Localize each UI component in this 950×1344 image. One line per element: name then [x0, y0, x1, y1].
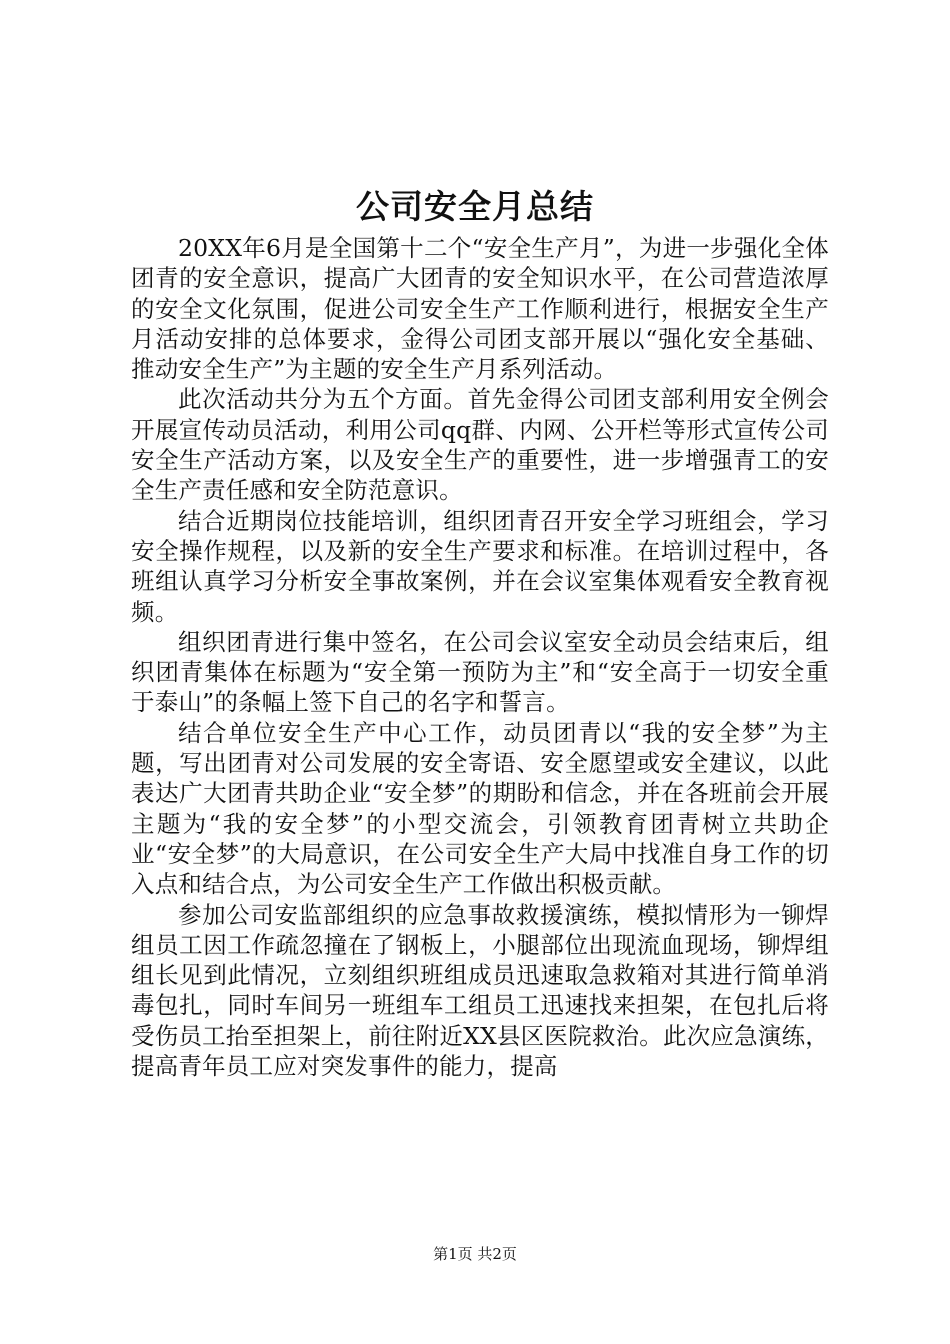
paragraph-3: 结合近期岗位技能培训，组织团青召开安全学习班组会，学习安全操作规程，以及新的安全生产要求和标准。在培训过程中，各班组认真学习分析安全事故案例，并在会议室集体观看安全教育视频。 [131, 506, 829, 626]
paragraph-1: 20XX年6月是全国第十二个“安全生产月”，为进一步强化全体团青的安全意识，提高广大团青的安全知识水平，在公司营造浓厚的安全文化氛围，促进公司安全生产工作顺利进行，根据安全生产月活动安排的总体要求，金得公司团支部开展以“强化安全基础、推动安全生产”为主题的安全生产月系列活动。 [131, 234, 829, 384]
paragraph-5: 结合单位安全生产中心工作，动员团青以“我的安全梦”为主题，写出团青对公司发展的安全寄语、安全愿望或安全建议，以此表达广大团青共助企业“安全梦”的期盼和信念，并在各班前会开展主题为“我的安全梦”的小型交流会，引领教育团青树立共助企业“安全梦”的大局意识，在公司安全生产大局中找准自身工作的切入点和结合点，为公司安全生产工作做出积极贡献。 [131, 718, 829, 899]
page-number-footer: 第1页 共2页 [433, 1245, 517, 1263]
paragraph-6: 参加公司安监部组织的应急事故救援演练，模拟情形为一铆焊组员工因工作疏忽撞在了钢板上，小腿部位出现流血现场，铆焊组组长见到此情况，立刻组织班组成员迅速取急救箱对其进行简单消毒包扎，同时车间另一班组车工组员工迅速找来担架，在包扎后将受伤员工抬至担架上，前往附近XX县区医院救治。此次应急演练，提高青年员工应对突发事件的能力，提高 [131, 900, 829, 1081]
paragraph-2: 此次活动共分为五个方面。首先金得公司团支部利用安全例会开展宣传动员活动，利用公司qq群、内网、公开栏等形式宣传公司安全生产活动方案，以及安全生产的重要性，进一步增强青工的安全生产责任感和安全防范意识。 [131, 385, 829, 505]
paragraph-4: 组织团青进行集中签名，在公司会议室安全动员会结束后，组织团青集体在标题为“安全第一预防为主”和“安全高于一切安全重于泰山”的条幅上签下自己的名字和誓言。 [131, 627, 829, 717]
document-title: 公司安全月总结 [356, 187, 594, 226]
document-body [131, 233, 829, 1081]
